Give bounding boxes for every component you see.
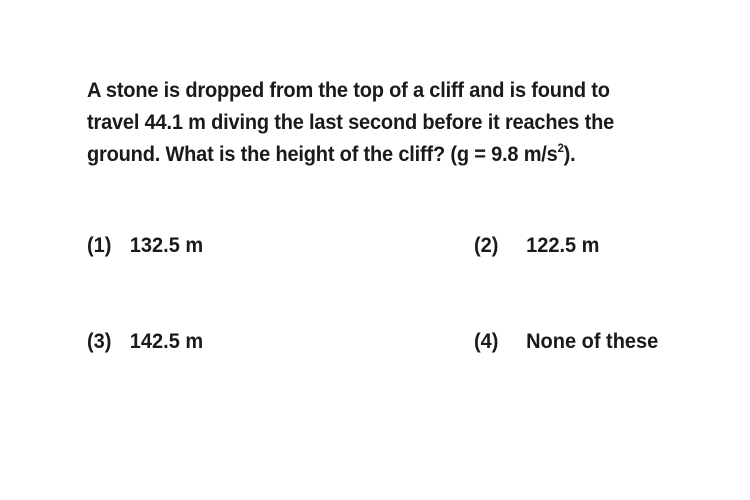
- option-3[interactable]: [87, 329, 203, 354]
- option-1-text: 132.5 m: [129, 233, 204, 257]
- option-4-number: (4): [474, 329, 499, 353]
- option-3-text: 142.5 m: [129, 329, 204, 353]
- question-line-1: A stone is dropped from the top of a cliff and is found to: [87, 78, 610, 102]
- question-line-3: [87, 138, 645, 170]
- option-4[interactable]: [474, 329, 658, 354]
- option-4-text: None of these: [526, 329, 659, 353]
- question-line-2: travel 44.1 m diving the last second before it reaches the: [87, 110, 615, 134]
- option-3-number: (3): [87, 329, 112, 353]
- question-text: [87, 74, 645, 170]
- question-line-3-main: ground. What is the height of the cliff? (g = 9.8 m/s: [87, 142, 558, 166]
- superscript-exponent: 2: [557, 141, 564, 155]
- option-2[interactable]: [474, 233, 599, 258]
- option-2-text: 122.5 m: [526, 233, 600, 257]
- question-line-3-end: ).: [563, 142, 576, 166]
- option-1[interactable]: [87, 233, 203, 258]
- option-1-number: (1): [87, 233, 112, 257]
- option-2-number: (2): [474, 233, 499, 257]
